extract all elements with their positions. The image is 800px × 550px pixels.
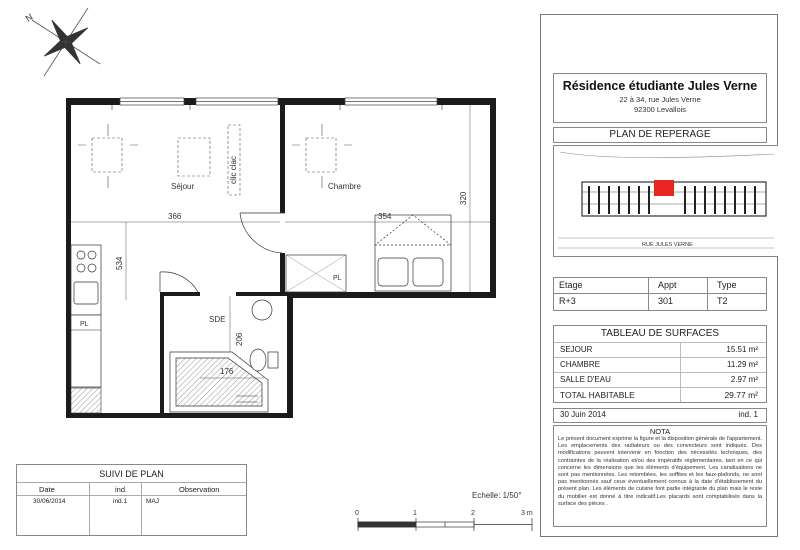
surface-value: 15.51 m² [726,345,758,354]
nota-heading: NOTA [649,427,671,436]
revision-row-observation: MAJ [146,498,159,505]
scale-tick-3: 3 m [521,510,533,517]
surface-label: SEJOUR [560,345,593,354]
dimension-320: 320 [459,191,468,205]
dimension-206: 206 [235,332,244,346]
kitchenette [71,245,101,315]
surface-row-total [554,387,766,402]
scale-tick-1: 1 [413,510,417,517]
furniture-label-clic-clac: clic clac [229,155,238,184]
revision-col-date: Date [39,485,55,494]
revision-table [16,464,247,536]
plan-heading: PLAN DE REPERAGE [609,129,711,140]
plan-index: ind. 1 [738,410,758,419]
revision-col-index: ind. [115,485,128,494]
surfaces-table [553,325,767,403]
north-label: N [23,11,35,24]
revision-row-date: 30/06/2014 [33,498,66,505]
surface-value: 29.77 m² [724,390,758,400]
plan-date: 30 Juin 2014 [560,410,606,419]
surface-row-sejour [554,342,766,357]
col-type: Type [717,280,737,290]
date-line [553,408,767,423]
surface-label: CHAMBRE [560,360,601,369]
col-etage: Etage [559,280,583,290]
surface-label: TOTAL HABITABLE [560,390,635,400]
dimension-366: 366 [168,212,182,221]
surfaces-heading: TABLEAU DE SURFACES [600,328,720,339]
residence-header [553,73,767,123]
cupboard-label-kitchen: PL [80,321,89,328]
surface-row-salle-deau [554,372,766,387]
revision-col-observation: Observation [179,485,220,494]
nota-text: Le présent document exprime la figure et la disposition générale de l'appartement. Les emplacements des radiateurs ou des convecteurs sont indiqués. Des modifications peuvent intervenir en fonction des nécessités techniques, des contraintes de la réalisation et/ou des impératifs réglementaires, tant en ce qui concerne les dimensions que les éléments d'équipement. Les canalisations ne sont pas mentionnées. Les retombées, les soffites et les faux-plafonds, ne sont pas mentionnés sauf ceux éventuellement connus à la date d'établissement du présent plan. Les éléments de cuisine font partie intégrante du plan mais le reste du mobilier est donné à titre indicatif.Les placards sont comptabilisés dans la surface des pièces . [558,436,762,507]
surface-value: 11.29 m² [727,360,758,369]
street-label: RUE JULES VERNE [642,242,693,248]
dimension-354: 354 [378,212,392,221]
address-line-2: 92300 Levallois [633,105,687,114]
dimension-534: 534 [115,256,124,270]
revision-row-index: ind.1 [113,498,128,505]
col-appt: Appt [658,280,677,290]
surface-row-chambre [554,357,766,372]
surface-label: SALLE D'EAU [560,375,611,384]
value-appt: 301 [658,296,674,306]
toilet [250,300,278,371]
dimension-176: 176 [220,367,234,376]
revision-table-title: SUIVI DE PLAN [99,469,164,479]
unit-info-table [553,277,767,311]
title-block [540,14,778,537]
plan-heading-box [553,127,767,143]
room-label-sejour: Séjour [171,182,195,191]
scale-label: Echelle: 1/50° [472,491,522,500]
north-arrow-icon [30,6,102,78]
scale-bar [358,518,532,531]
location-plan [553,145,778,257]
scale-tick-0: 0 [355,510,359,517]
room-label-chambre: Chambre [328,182,361,191]
apartment-highlight [654,180,674,196]
location-plan-map [554,146,778,256]
surface-value: 2.97 m² [730,375,758,384]
room-label-sde: SDE [209,315,226,324]
nota-box [553,425,767,527]
bed [375,215,451,291]
value-etage: R+3 [559,296,576,306]
partition-wall [280,105,285,213]
scale-tick-2: 2 [471,510,475,517]
cupboard-label-chambre: PL [333,275,342,282]
address-line-1: 22 à 34, rue Jules Verne [619,95,701,104]
value-type: T2 [717,296,728,306]
residence-name: Résidence étudiante Jules Verne [562,79,758,93]
